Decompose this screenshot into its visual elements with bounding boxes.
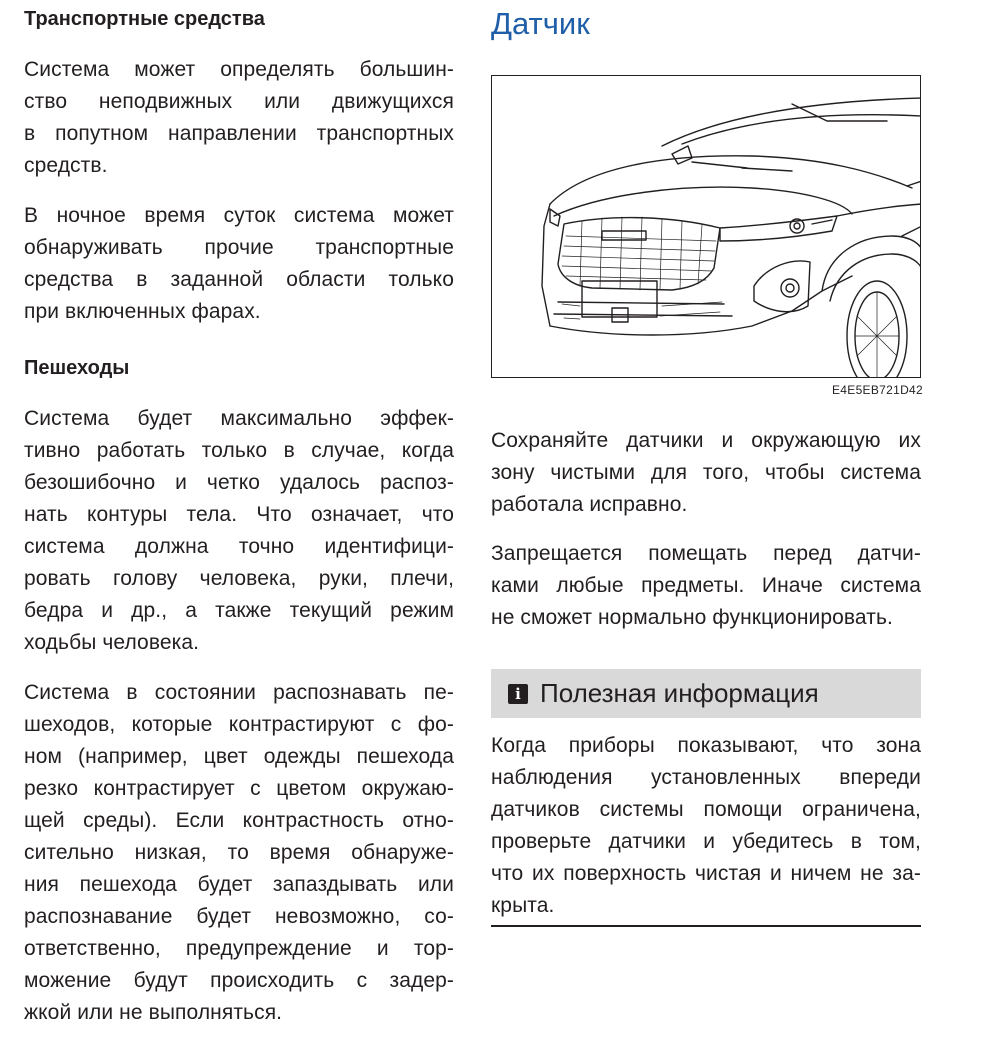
text-line: резко контрастирует с цветом окружаю- [24, 777, 454, 800]
text-line: не сможет нормально функционировать. [491, 606, 893, 629]
text-line: средства в заданной области только [24, 268, 454, 291]
figure-code: E4E5EB721D42 [832, 383, 923, 397]
heading-pedestrians: Пешеходы [24, 357, 130, 379]
text-line: нать контуры тела. Что означает, что [24, 503, 454, 526]
paragraph-vehicles-2 [24, 200, 454, 328]
paragraph-sensor-2 [491, 538, 921, 634]
paragraph-vehicles-1 [24, 54, 454, 182]
left-column [24, 4, 454, 1029]
text-line: тивно работать только в случае, когда [24, 439, 454, 462]
text-line: что их поверхность чистая и ничем не за- [491, 862, 921, 885]
text-line: Система будет максимально эффек- [24, 407, 454, 430]
text-line: шеходов, которые контрастируют с фо- [24, 713, 454, 736]
paragraph-info [491, 730, 921, 922]
text-line: Система в состоянии распознавать пе- [24, 681, 454, 704]
text-line: ками любые предметы. Иначе система [491, 574, 921, 597]
text-line: Сохраняйте датчики и окружающую их [491, 429, 921, 452]
text-line: при включенных фарах. [24, 300, 261, 323]
car-front-illustration [492, 76, 921, 378]
right-column [491, 4, 923, 1034]
section-title: Датчик [491, 6, 590, 41]
paragraph-pedestrians-1 [24, 403, 454, 659]
info-icon: i [508, 684, 528, 704]
text-line: работала исправно. [491, 493, 688, 516]
text-line: ство неподвижных или движущихся [24, 90, 454, 113]
text-line: средств. [24, 154, 108, 177]
text-line: ния пешехода будет запаздывать или [24, 873, 454, 896]
text-line: Система может определять большин- [24, 58, 454, 81]
section-divider [491, 925, 921, 927]
paragraph-pedestrians-2 [24, 677, 454, 1029]
text-line: ровать голову человека, руки, плечи, [24, 567, 454, 590]
text-line: ходьбы человека. [24, 631, 200, 654]
paragraph-sensor-1 [491, 425, 921, 521]
text-line: наблюдения установленных впереди [491, 766, 921, 789]
text-line: безошибочно и четко удалось распоз- [24, 471, 454, 494]
text-line: проверьте датчики и убедитесь в том, [491, 830, 921, 853]
text-line: ном (например, цвет одежды пешехода [24, 745, 454, 768]
text-line: В ночное время суток система может [24, 204, 454, 227]
heading-vehicles: Транспортные средства [24, 8, 265, 30]
text-line: обнаруживать прочие транспортные [24, 236, 454, 259]
text-line: можение будут происходить с задер- [24, 969, 454, 992]
info-title: Полезная информация [540, 678, 819, 708]
car-sensor-figure [491, 75, 921, 378]
text-line: бедра и др., а также текущий режим [24, 599, 454, 622]
text-line: Запрещается помещать перед датчи- [491, 542, 921, 565]
info-box-header [491, 669, 921, 718]
text-line: щей среды). Если контрастность отно- [24, 809, 454, 832]
text-line: зону чистыми для того, чтобы система [491, 461, 921, 484]
text-line: датчиков системы помощи ограничена, [491, 798, 921, 821]
text-line: система должна точно идентифици- [24, 535, 454, 558]
text-line: в попутном направлении транспортных [24, 122, 454, 145]
text-line: Когда приборы показывают, что зона [491, 734, 921, 757]
text-line: сительно низкая, то время обнаруже- [24, 841, 454, 864]
text-line: распознавание будет невозможно, со- [24, 905, 454, 928]
text-line: жкой или не выполняться. [24, 1001, 283, 1024]
text-line: ответственно, предупреждение и тор- [24, 937, 454, 960]
text-line: крыта. [491, 894, 555, 917]
